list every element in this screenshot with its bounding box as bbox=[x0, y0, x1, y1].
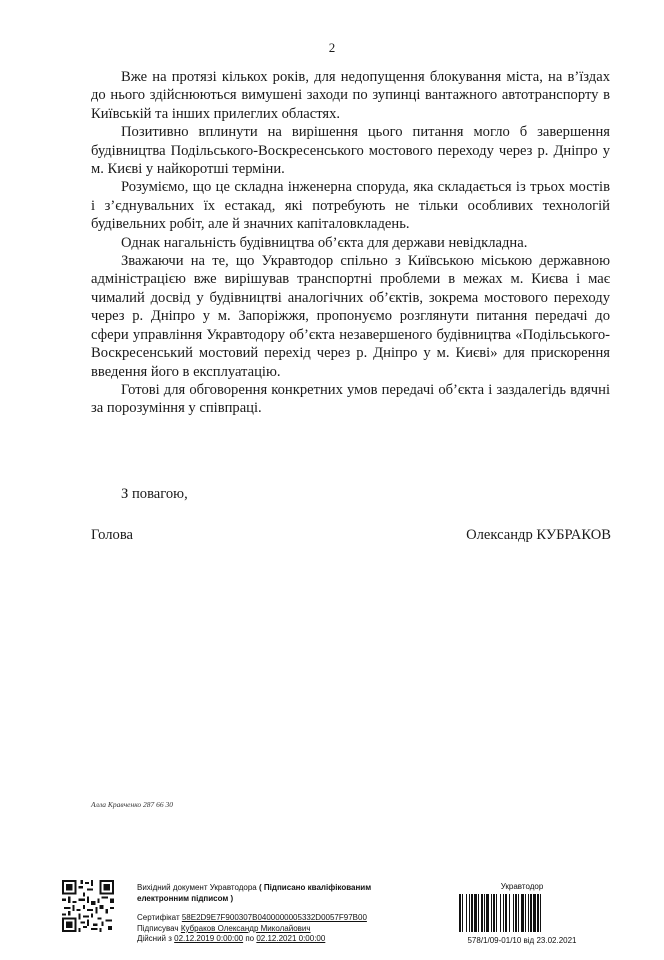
registration-organization: Укравтодор bbox=[500, 882, 544, 891]
validity-line: Дійсний з 02.12.2019 0:00:00 по 02.12.2021 0:00:00 bbox=[137, 934, 326, 944]
signer-full-name: Кубраков Олександр Миколайович bbox=[180, 923, 311, 933]
signer-line: Підписувач Кубраков Олександр Миколайович bbox=[137, 923, 311, 933]
certificate-id: 58E2D9E7F900307B0400000005332D0057F97B00 bbox=[181, 913, 367, 923]
barcode-icon bbox=[459, 894, 585, 932]
qr-code-icon bbox=[62, 880, 114, 932]
closing-regards: З повагою, bbox=[121, 486, 188, 502]
paragraph: Розуміємо, що це складна інженерна споруда, яка складається із трьох мостів і з’єднувальних їх естакад, які потребують не тільки особливих технологій будівельних робіт, але й значних капіталовкладень. bbox=[91, 179, 610, 233]
paragraph: Позитивно вплинути на вирішення цього питання могло б завершення будівництва Подільського-Воскресенського мостового переходу через р. Дніпро у м. Києві у найкоротші терміни. bbox=[91, 124, 610, 178]
registration-number: 578/1/09-01/10 від 23.02.2021 bbox=[467, 936, 577, 945]
paragraph: Однак нагальність будівництва об’єкта для держави невідкладна. bbox=[121, 234, 528, 251]
signer-position: Голова bbox=[91, 527, 134, 543]
e-signature-title-cont: електронним підписом ) bbox=[137, 893, 234, 903]
signer-name: Олександр КУБРАКОВ bbox=[466, 527, 611, 543]
letter-body bbox=[91, 68, 610, 418]
paragraph: Вже на протязі кількох років, для недопущення блокування міста, на в’їздах до нього здійснюються вимушені заходи по зупинці вантажного автотранспорту в Київській та інших прилеглих областях. bbox=[91, 69, 610, 122]
page-number: 2 bbox=[328, 40, 336, 55]
paragraph: Зважаючи на те, що Укравтодор спільно з Київською міською державною адміністрацією вже вирішував транспортні проблеми в межах м. Києва і має чималий досвід у будівництві аналогічних об’єктів, зокрема мостового переходу через р. Дніпро у м. Запоріжжя, пропонуємо розглянути питання передачі до сфери управління Укравтодору об’єкта незавершеного будівництва «Подільського-Воскресенський мостовий перехід через р. Дніпро у м. Києві» для прискорення введення його в експлуатацію. bbox=[91, 253, 610, 380]
e-signature-block bbox=[137, 883, 371, 945]
e-signature-title: Вихідний документ Укравтодора ( Підписано кваліфікованим bbox=[137, 883, 372, 892]
certificate-line: Сертифікат 58E2D9E7F900307B0400000005332D0057F97B00 bbox=[137, 913, 367, 923]
executor-contact: Алла Кравченко 287 66 30 bbox=[91, 800, 174, 809]
registration-stamp bbox=[452, 882, 592, 945]
paragraph: Готові для обговорення конкретних умов передачі об’єкта і заздалегідь вдячні за порозуміння у співпраці. bbox=[91, 381, 610, 417]
